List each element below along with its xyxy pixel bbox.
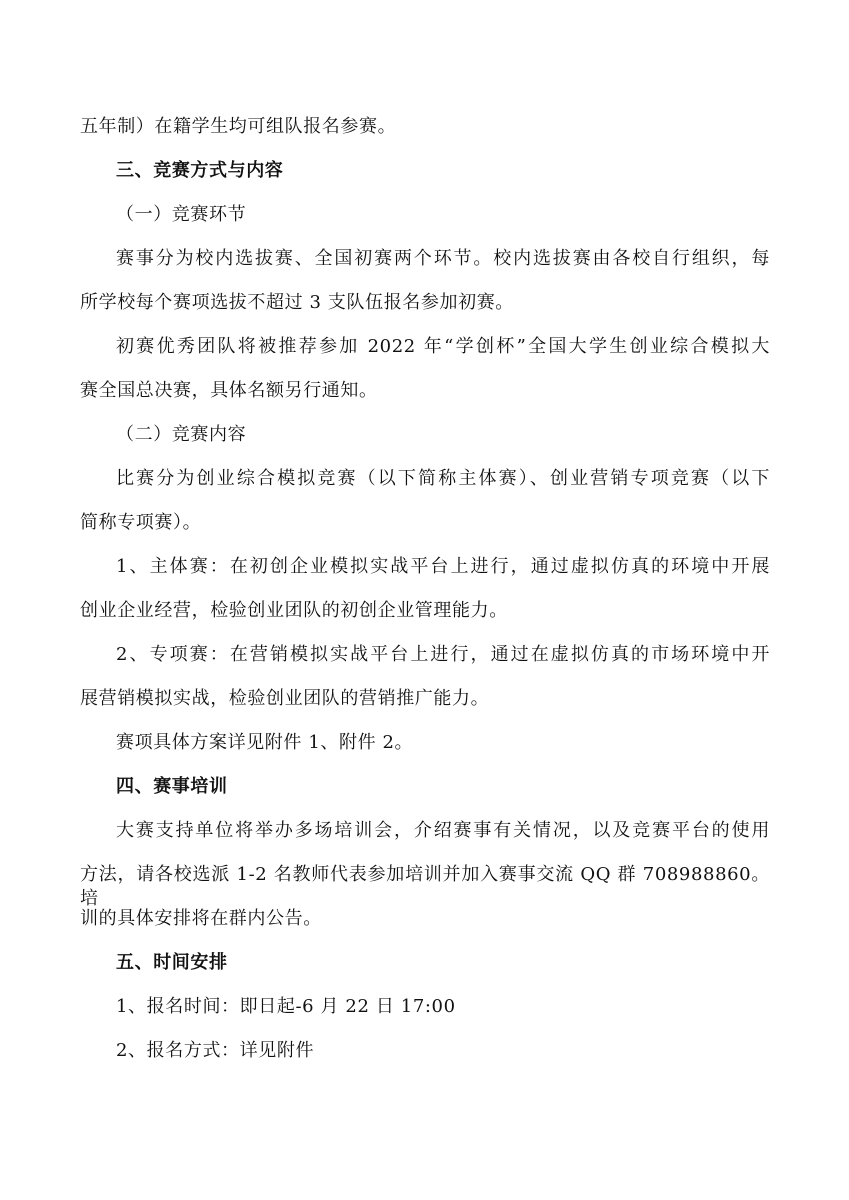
- paragraph-line: 比赛分为创业综合模拟竞赛（以下简称主体赛）、创业营销专项竞赛（以下: [116, 468, 770, 489]
- paragraph-line: 创业企业经营，检验创业团队的初创企业管理能力。: [80, 600, 508, 621]
- subsection-heading: （二）竞赛内容: [116, 424, 247, 445]
- paragraph-line: 2、专项赛：在营销模拟实战平台上进行，通过在虚拟仿真的市场环境中开: [116, 644, 770, 665]
- paragraph-line: 五年制）在籍学生均可组队报名参赛。: [80, 116, 397, 137]
- paragraph-line: 初赛优秀团队将被推荐参加 2022 年“学创杯”全国大学生创业综合模拟大: [116, 336, 770, 357]
- paragraph-line: 赛项具体方案详见附件 1、附件 2。: [116, 732, 414, 753]
- paragraph-line: 赛全国总决赛，具体名额另行通知。: [80, 380, 378, 401]
- paragraph-line: 训的具体安排将在群内公告。: [80, 908, 322, 929]
- paragraph-line: 展营销模拟实战，检验创业团队的营销推广能力。: [80, 688, 490, 709]
- section-heading: 三、竞赛方式与内容: [116, 160, 284, 181]
- paragraph-line: 简称专项赛）。: [80, 512, 202, 533]
- paragraph-line: 1、主体赛：在初创企业模拟实战平台上进行，通过虚拟仿真的环境中开展: [116, 556, 770, 577]
- paragraph-line: 赛事分为校内选拔赛、全国初赛两个环节。校内选拔赛由各校自行组织，每: [116, 248, 770, 269]
- paragraph-line: 方法，请各校选派 1-2 名教师代表参加培训并加入赛事交流 QQ 群 708988860。培: [80, 864, 770, 909]
- section-heading: 四、赛事培训: [116, 776, 228, 797]
- paragraph-line: 大赛支持单位将举办多场培训会，介绍赛事有关情况，以及竞赛平台的使用: [116, 820, 770, 841]
- paragraph-line: 所学校每个赛项选拔不超过 3 支队伍报名参加初赛。: [80, 292, 514, 313]
- section-heading: 五、时间安排: [116, 952, 228, 973]
- paragraph-line: 1、报名时间：即日起-6 月 22 日 17:00: [116, 996, 456, 1017]
- paragraph-line: 2、报名方式：详见附件: [116, 1040, 315, 1061]
- subsection-heading: （一）竞赛环节: [116, 204, 247, 225]
